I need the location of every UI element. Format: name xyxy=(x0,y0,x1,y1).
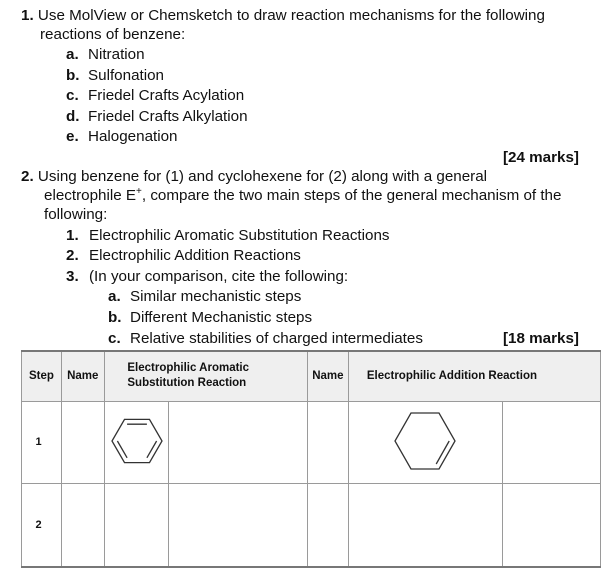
header-eas-text: Electrophilic Aromatic Substitution Reaction xyxy=(127,362,250,390)
q2-subitem-c xyxy=(108,329,423,348)
row-cell[interactable] xyxy=(169,483,308,567)
q1-item-letter: d. xyxy=(66,108,80,125)
q2-number: 2. xyxy=(21,168,34,185)
q2-subitem-text: Different Mechanistic steps xyxy=(130,309,313,326)
q1-item-c xyxy=(66,86,244,105)
header-ea: Electrophilic Addition Reaction xyxy=(348,351,600,401)
q2-item-text: Electrophilic Aromatic Substitution Reactions xyxy=(89,227,390,244)
q2-item-2 xyxy=(66,246,301,265)
q2-subitem-letter: c. xyxy=(108,330,121,347)
row-cell[interactable] xyxy=(62,401,105,483)
row-cell[interactable] xyxy=(307,483,348,567)
benzene-icon xyxy=(109,413,165,469)
q2-text-line3: following: xyxy=(44,206,108,223)
q1-text-line2: reactions of benzene: xyxy=(40,26,186,43)
q2-text-line2-post: , compare the two main steps of the general mechanism of the xyxy=(141,187,562,204)
row-cell[interactable] xyxy=(348,483,502,567)
q2-text-line1: Using benzene for (1) and cyclohexene for (2) along with a general xyxy=(37,168,488,185)
q2-item-num: 3. xyxy=(66,268,79,285)
header-name-1: Name xyxy=(62,351,105,401)
row-cell[interactable] xyxy=(502,401,600,483)
q1-item-b xyxy=(66,66,164,85)
row-cell[interactable] xyxy=(502,483,600,567)
q2-item-text: (In your comparison, cite the following: xyxy=(89,268,349,285)
header-eas xyxy=(105,351,308,401)
q1-item-letter: a. xyxy=(66,46,79,63)
q1-item-letter: c. xyxy=(66,87,79,104)
q1-item-letter: e. xyxy=(66,128,79,145)
q1-item-text: Sulfonation xyxy=(88,67,164,84)
row-cell[interactable] xyxy=(105,483,169,567)
row-cell-structure-right[interactable] xyxy=(348,401,502,483)
q2-line2 xyxy=(44,186,589,205)
q1-marks: [24 marks] xyxy=(503,149,579,166)
cyclohexene-icon xyxy=(391,410,459,472)
q2-subitem-text: Similar mechanistic steps xyxy=(130,288,302,305)
q2-superscript: + xyxy=(136,185,142,197)
q2-line1 xyxy=(21,167,586,186)
q2-subitem-letter: a. xyxy=(108,288,121,305)
row-cell-structure-left[interactable] xyxy=(105,401,169,483)
row-cell[interactable] xyxy=(62,483,105,567)
table-row xyxy=(22,401,601,483)
q2-subitem-b xyxy=(108,308,312,327)
row-step-number: 2 xyxy=(22,483,62,567)
q1-item-text: Friedel Crafts Alkylation xyxy=(88,108,248,125)
q2-item-num: 2. xyxy=(66,247,79,264)
q2-item-3 xyxy=(66,267,348,286)
q1-line1 xyxy=(21,6,586,25)
q1-item-e xyxy=(66,127,178,146)
q2-subitem-letter: b. xyxy=(108,309,122,326)
row-cell[interactable] xyxy=(169,401,308,483)
header-name-2: Name xyxy=(307,351,348,401)
row-cell[interactable] xyxy=(307,401,348,483)
q2-item-num: 1. xyxy=(66,227,79,244)
q2-subitem-text: Relative stabilities of charged intermediates xyxy=(130,330,423,347)
q2-subitem-a xyxy=(108,287,301,306)
q1-item-text: Friedel Crafts Acylation xyxy=(88,87,245,104)
header-step: Step xyxy=(22,351,62,401)
q2-item-1 xyxy=(66,226,390,245)
q2-item-text: Electrophilic Addition Reactions xyxy=(89,247,301,264)
q1-number: 1. xyxy=(21,7,34,24)
q1-item-d xyxy=(66,107,248,126)
comparison-table xyxy=(21,350,601,568)
q1-item-a xyxy=(66,45,145,64)
q1-text-line1: Use MolView or Chemsketch to draw reaction mechanisms for the following xyxy=(37,7,545,24)
table-header-row xyxy=(22,351,601,401)
q1-item-text: Halogenation xyxy=(88,128,178,145)
q2-marks: [18 marks] xyxy=(503,330,579,347)
row-step-number: 1 xyxy=(22,401,62,483)
q1-item-text: Nitration xyxy=(88,46,145,63)
q1-item-letter: b. xyxy=(66,67,80,84)
q2-text-line2-pre: electrophile E xyxy=(44,187,137,204)
table-row xyxy=(22,483,601,567)
